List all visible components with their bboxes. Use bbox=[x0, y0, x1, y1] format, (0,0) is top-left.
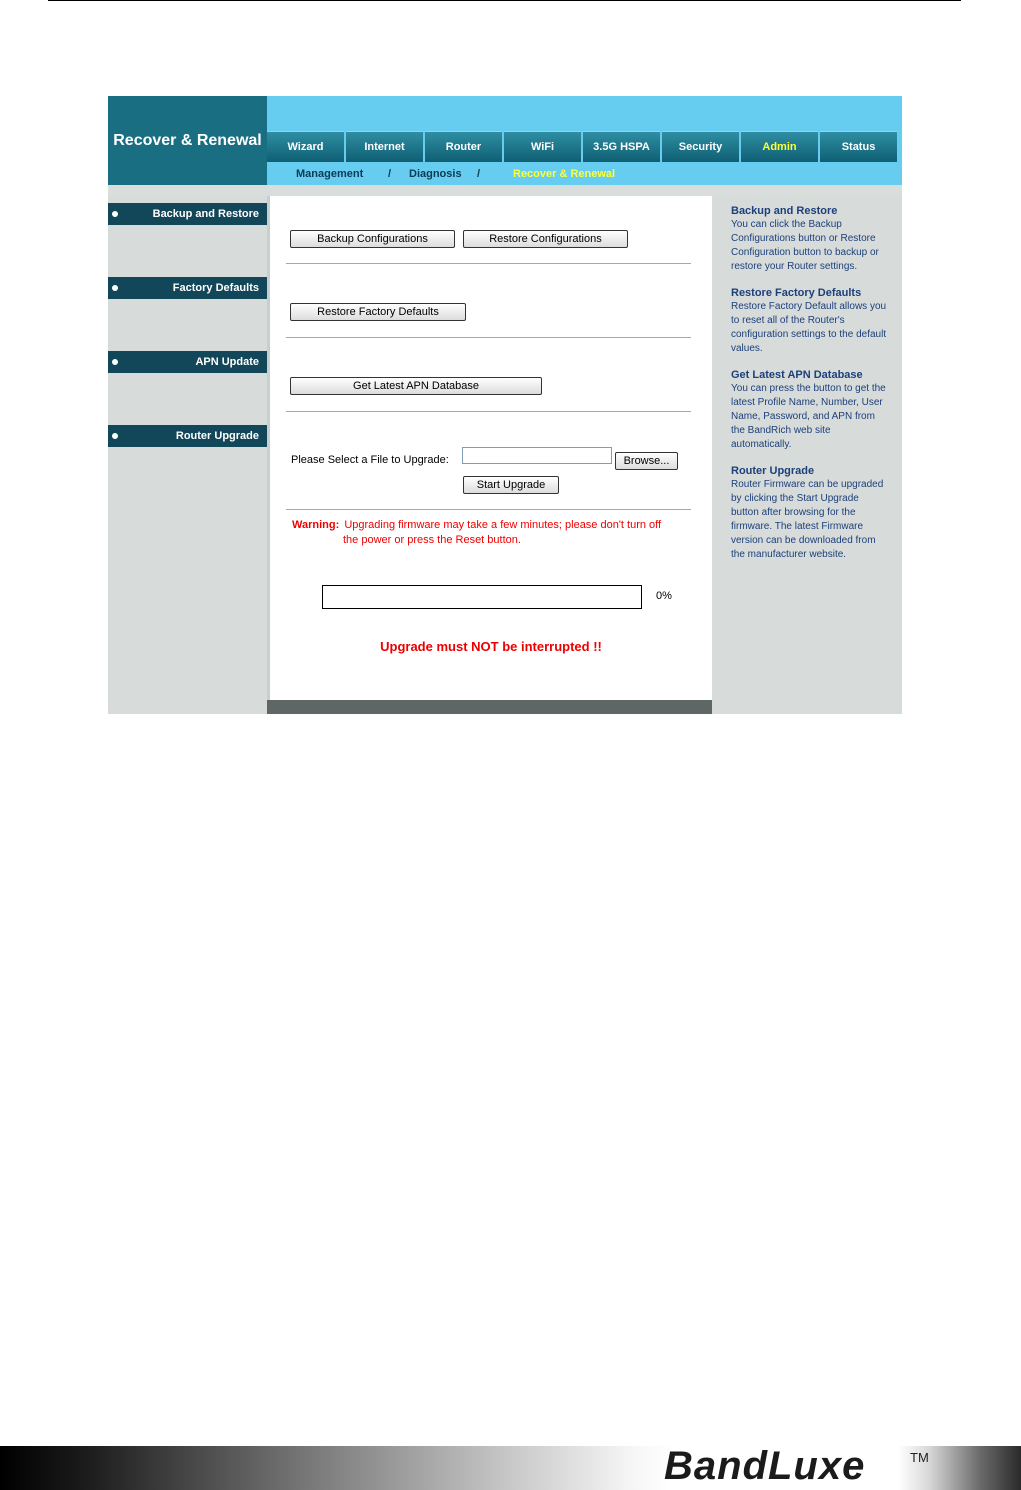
backup-configurations-button[interactable]: Backup Configurations bbox=[290, 230, 455, 248]
main-panel-footer-bar bbox=[267, 700, 712, 714]
help-title-apn-database: Get Latest APN Database bbox=[731, 369, 863, 381]
help-text-backup-restore: You can click the Backup Configurations button or Restore Configuration button to backup or restore your Router settings. bbox=[731, 219, 879, 272]
warning-label: Warning: bbox=[292, 519, 340, 531]
main-tabs bbox=[267, 131, 902, 162]
upgrade-notice: Upgrade must NOT be interrupted !! bbox=[380, 639, 602, 654]
divider bbox=[286, 509, 691, 510]
help-title-backup-restore: Backup and Restore bbox=[731, 205, 838, 217]
subnav-separator: / bbox=[477, 168, 481, 180]
help-panel bbox=[712, 196, 902, 714]
start-upgrade-button[interactable]: Start Upgrade bbox=[463, 476, 559, 494]
firmware-file-input[interactable] bbox=[462, 447, 612, 464]
bullet-icon bbox=[112, 285, 118, 291]
file-select-label: Please Select a File to Upgrade: bbox=[291, 454, 449, 466]
header-separator bbox=[108, 185, 902, 196]
warning-text-line1: Upgrading firmware may take a few minutes; please don't turn off bbox=[344, 519, 662, 531]
page-top-rule bbox=[48, 0, 961, 1]
bullet-icon bbox=[112, 433, 118, 439]
sidebar-item-label: APN Update bbox=[195, 356, 259, 368]
tab-internet[interactable]: Internet bbox=[346, 131, 423, 162]
sidebar-item-label: Factory Defaults bbox=[172, 282, 259, 294]
tab-status[interactable]: Status bbox=[820, 131, 897, 162]
tab-router[interactable]: Router bbox=[425, 131, 502, 162]
warning-message bbox=[292, 518, 672, 548]
divider bbox=[286, 337, 691, 338]
subnav-separator: / bbox=[388, 168, 392, 180]
divider bbox=[286, 263, 691, 264]
top-navigation bbox=[267, 96, 902, 185]
subnav-management[interactable]: Management bbox=[296, 168, 364, 180]
sidebar-item-label: Router Upgrade bbox=[175, 430, 259, 442]
page-footer-gradient bbox=[0, 1446, 1021, 1490]
sidebar-item-router-upgrade[interactable] bbox=[108, 425, 267, 447]
upgrade-progress-bar bbox=[322, 585, 642, 609]
subnav-diagnosis[interactable]: Diagnosis bbox=[409, 168, 462, 180]
page-title: Recover & Renewal bbox=[108, 96, 267, 185]
tab-wizard[interactable]: Wizard bbox=[267, 131, 344, 162]
bullet-icon bbox=[112, 211, 118, 217]
sidebar bbox=[108, 185, 267, 714]
sidebar-item-factory-defaults[interactable] bbox=[108, 277, 267, 299]
tab-wifi[interactable]: WiFi bbox=[504, 131, 581, 162]
router-admin-window bbox=[108, 96, 902, 714]
help-title-factory-defaults: Restore Factory Defaults bbox=[731, 287, 862, 299]
divider bbox=[286, 411, 691, 412]
sidebar-item-label: Backup and Restore bbox=[152, 208, 259, 220]
sub-navigation bbox=[267, 162, 902, 185]
tab-admin[interactable]: Admin bbox=[741, 131, 818, 162]
help-text-router-upgrade: Router Firmware can be upgraded by clicking the Start Upgrade button after browsing for the firmware. The latest Firmware version can be downloaded from the manufacturer website. bbox=[731, 479, 884, 560]
help-text-apn-database: You can press the button to get the latest Profile Name, Number, User Name, Password, and APN from the BandRich web site automatically. bbox=[731, 383, 886, 450]
help-title-router-upgrade: Router Upgrade bbox=[731, 465, 815, 477]
tab-3-5g-hspa[interactable]: 3.5G HSPA bbox=[583, 131, 660, 162]
get-latest-apn-database-button[interactable]: Get Latest APN Database bbox=[290, 377, 542, 395]
bandluxe-logo: BandLuxe bbox=[664, 1444, 866, 1488]
trademark-mark: TM bbox=[910, 1450, 929, 1465]
bullet-icon bbox=[112, 359, 118, 365]
help-text-factory-defaults: Restore Factory Default allows you to reset all of the Router's configuration settings to the default values. bbox=[731, 301, 887, 354]
main-panel bbox=[267, 196, 712, 714]
restore-factory-defaults-button[interactable]: Restore Factory Defaults bbox=[290, 303, 466, 321]
tab-security[interactable]: Security bbox=[662, 131, 739, 162]
subnav-recover-renewal[interactable]: Recover & Renewal bbox=[513, 168, 616, 180]
sidebar-item-apn-update[interactable] bbox=[108, 351, 267, 373]
browse-button[interactable]: Browse... bbox=[615, 452, 678, 470]
restore-configurations-button[interactable]: Restore Configurations bbox=[463, 230, 628, 248]
progress-percent: 0% bbox=[656, 590, 672, 602]
warning-text-line2: the power or press the Reset button. bbox=[343, 534, 521, 546]
sidebar-item-backup-restore[interactable] bbox=[108, 203, 267, 225]
